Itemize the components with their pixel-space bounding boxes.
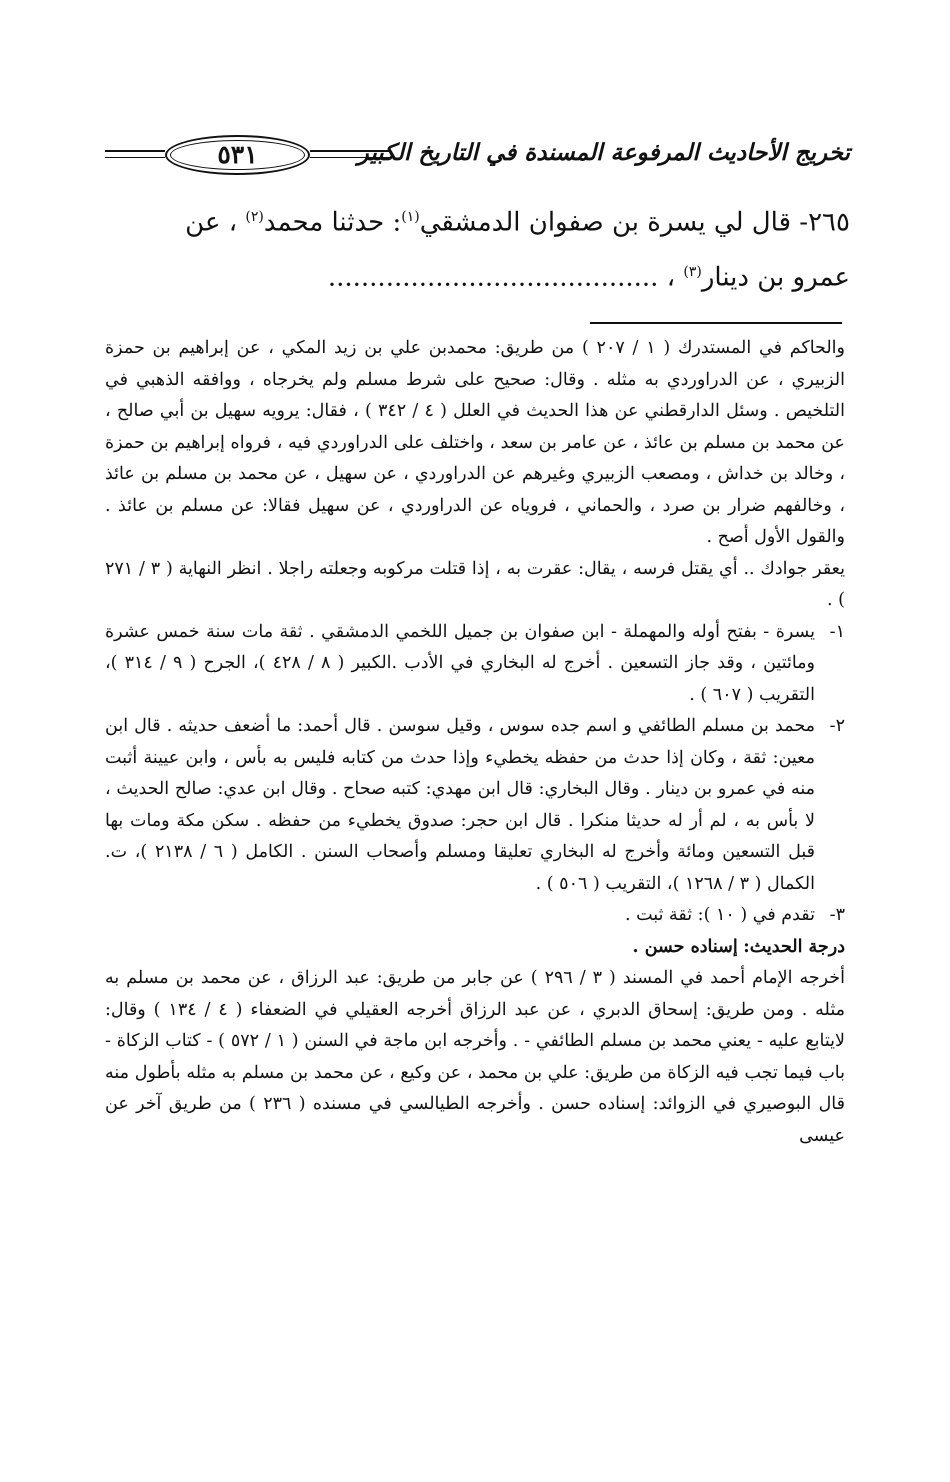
- footnotes-section: [105, 333, 845, 1152]
- header-rule-top-left: [105, 150, 165, 152]
- grade-label: درجة الحديث:: [743, 936, 845, 957]
- footnote-3: [105, 900, 845, 932]
- page-header: [105, 135, 850, 175]
- hadith-line-1-b: : حدثنا محمد: [263, 207, 402, 238]
- ellipsis: ........................................: [327, 262, 659, 293]
- header-rule-top-right: [310, 150, 390, 152]
- footnote-ref-3[interactable]: (٣): [683, 263, 702, 280]
- header-rule-bottom-left: [105, 157, 165, 158]
- book-title: تخريج الأحاديث المرفوعة المسندة في التاريخ الكبير: [357, 139, 850, 166]
- footnote-number: ١-: [829, 621, 845, 642]
- hadith-line-2-a: عمرو بن دينار: [701, 262, 850, 293]
- takhrij-paragraph: أخرجه الإمام أحمد في المسند ( ٣ / ٢٩٦ ) عن جابر من طريق: عبد الرزاق ، عن محمد بن مسلم به مثله . ومن طريق: إسحاق الدبري ، عن عبد الرزاق أخرجه العقيلي في الضعفاء ( ٤ / ١٣٤ ) وقال: لايتابع عليه - يعني محمد بن مسلم الطائفي - . وأخرجه ابن ماجة في السنن ( ١ / ٥٧٢ ) - كتاب الزكاة - باب فيما تجب فيه الزكاة من طريق: علي بن محمد ، عن وكيع ، عن محمد بن مسلم به مثله بأطول منه قال البوصيري في الزوائد: إسناده حسن . وأخرجه الطيالسي في مسنده ( ٢٣٦ ) من طريق آخر عن عيسى: [105, 968, 846, 1146]
- hadith-line-1: [105, 193, 850, 248]
- page-number: ٥٣١: [165, 135, 310, 175]
- hadith-line-1-a: ٢٦٥- قال لي يسرة بن صفوان الدمشقي: [419, 207, 850, 238]
- footnote-text: محمد بن مسلم الطائفي و اسم جده سوس ، وقيل سوسن . قال أحمد: ما أضعف حديثه . قال ابن معين: ثقة ، وكان إذا حدث من حفظه يخطيء وإذا حدث من كتابه فليس به بأس ، وابن عيينة أثبت منه في عمرو بن دينار . وقال البخاري: قال ابن مهدي: كتبه صحاح . وقال ابن عدي: صالح الحديث ، لا بأس به ، لم أر له حديثا منكرا . قال ابن حجر: صدوق يخطيء من حفظه . سكن مكة ومات بها قبل التسعين ومائة وأخرج له البخاري تعليقا ومسلم وأصحاب السنن . الكامل ( ٦ / ٢١٣٨ )، ت. الكمال ( ٣ / ١٢٦٨ )، التقريب ( ٥٠٦ ) .: [105, 716, 815, 894]
- hadith-line-2-b: ،: [666, 262, 676, 293]
- footnote-ref-2[interactable]: (٢): [245, 209, 264, 225]
- continuation-paragraph: يعقر جوادك .. أي يقتل فرسه ، يقال: عقرت به ، إذا قتلت مركوبه وجعلته راجلا . انظر النهاية ( ٣ / ٢٧١ ) .: [105, 558, 845, 610]
- footnote-1: [105, 617, 845, 712]
- footnote-number: ٣-: [829, 905, 845, 925]
- footnote-text: تقدم في ( ١٠ ): ثقة ثبت .: [624, 905, 815, 925]
- hadith-line-1-c: ، عن: [185, 207, 238, 238]
- hadith-grade: [105, 932, 845, 964]
- footnote-2: [105, 711, 845, 900]
- header-rule-bottom-right: [310, 157, 390, 158]
- footnote-ref-1[interactable]: (١): [401, 209, 420, 225]
- footnote-separator: [590, 322, 842, 324]
- hadith-line-2: [105, 248, 850, 303]
- footnote-text: يسرة - بفتح أوله والمهملة - ابن صفوان بن جميل اللخمي الدمشقي . ثقة مات سنة خمس عشرة ومائتين ، وقد جاز التسعين . أخرج له البخاري في الأدب .الكبير ( ٨ / ٤٢٨ )، الجرح ( ٩ / ٣١٤ )، التقريب ( ٦٠٧ ) .: [105, 621, 815, 705]
- footnote-number: ٢-: [829, 716, 845, 736]
- grade-value: إسناده حسن .: [632, 936, 738, 957]
- hadith-text: [105, 193, 850, 302]
- continuation-paragraph: والحاكم في المستدرك ( ١ / ٢٠٧ ) من طريق: محمدبن علي بن زيد المكي ، عن إبراهيم بن حمزة الزبيري ، عن الدراوردي به مثله . وقال: صحيح على شرط مسلم ولم يخرجاه ، ووافقه الذهبي في التلخيص . وسئل الدارقطني عن هذا الحديث في العلل ( ٤ / ٣٤٢ ) ، فقال: يرويه سهيل بن أبي صالح ، عن محمد بن مسلم بن عائذ ، عن عامر بن سعد ، واختلف على الدراوردي فيه ، فرواه إبراهيم بن حمزة ، وخالد بن خداش ، ومصعب الزبيري وغيرهم عن الدراوردي ، عن سهيل ، عن محمد بن مسلم بن عائذ ، وخالفهم ضرار بن صرد ، والحماني ، فروياه عن الدراوردي ، عن سهيل فقالا: عن مسلم بن عائذ . والقول الأول أصح .: [105, 338, 845, 547]
